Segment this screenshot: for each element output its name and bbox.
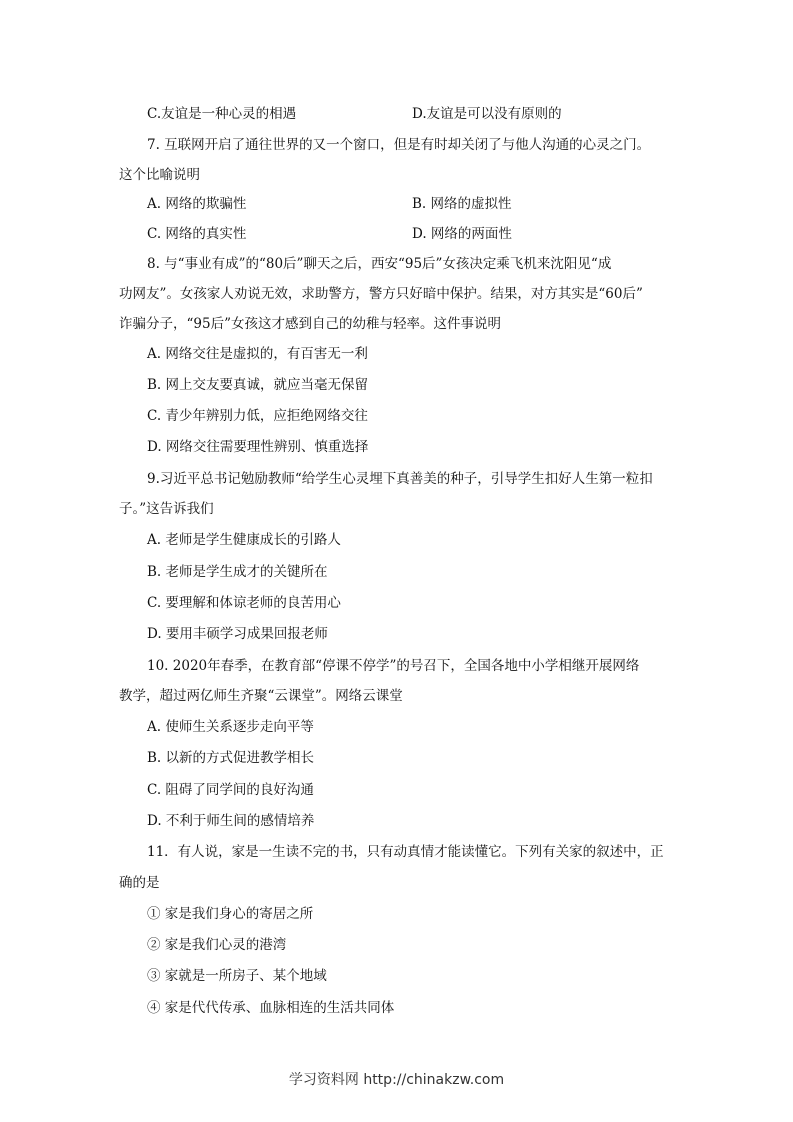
q11-item-1: ① 家是我们身心的寄居之所 bbox=[147, 906, 314, 922]
q7-stem-line2: 这个比喻说明 bbox=[119, 167, 200, 183]
q7-option-d: D. 网络的两面性 bbox=[412, 226, 512, 242]
q11-item-2: ② 家是我们心灵的港湾 bbox=[147, 937, 287, 953]
q10-option-c: C. 阻碍了同学间的良好沟通 bbox=[147, 782, 314, 798]
q9-stem-line2: 子。”这告诉我们 bbox=[119, 501, 214, 517]
q8-option-c: C. 青少年辨别力低，应拒绝网络交往 bbox=[147, 408, 368, 424]
q9-option-a: A. 老师是学生健康成长的引路人 bbox=[147, 532, 341, 548]
q7-option-c: C. 网络的真实性 bbox=[147, 226, 247, 242]
q9-option-b: B. 老师是学生成才的关键所在 bbox=[147, 564, 328, 580]
q11-stem-line2: 确的是 bbox=[119, 875, 160, 891]
q10-stem-line1: 10. 2020年春季，在教育部“停课不停学”的号召下，全国各地中小学相继开展网络 bbox=[147, 658, 640, 674]
q7-option-b: B. 网络的虚拟性 bbox=[412, 196, 512, 212]
q10-stem-line2: 教学，超过两亿师生齐聚“云课堂”。网络云课堂 bbox=[119, 688, 403, 704]
q8-stem-line3: 诈骗分子，“95后”女孩这才感到自己的幼稚与轻率。这件事说明 bbox=[119, 316, 501, 332]
q8-option-b: B. 网上交友要真诚，就应当毫无保留 bbox=[147, 377, 369, 393]
q11-stem-line1: 11．有人说，家是一生读不完的书，只有动真情才能读懂它。下列有关家的叙述中，正 bbox=[147, 844, 664, 860]
q8-stem-line2: 功网友”。女孩家人劝说无效，求助警方，警方只好暗中保护。结果，对方其实是“60后” bbox=[119, 286, 643, 302]
q6-option-c: C.友谊是一种心灵的相遇 bbox=[147, 106, 297, 122]
q10-option-b: B. 以新的方式促进教学相长 bbox=[147, 750, 315, 766]
q7-option-a: A. 网络的欺骗性 bbox=[147, 196, 247, 212]
q8-option-a: A. 网络交往是虚拟的，有百害无一利 bbox=[147, 346, 368, 362]
q11-item-4: ④ 家是代代传承、血脉相连的生活共同体 bbox=[147, 1000, 395, 1016]
q10-option-d: D. 不利于师生间的感情培养 bbox=[147, 813, 315, 829]
page-footer-watermark: 学习资料网 http://chinakzw.com bbox=[288, 1072, 505, 1088]
q6-option-d: D.友谊是可以没有原则的 bbox=[412, 106, 562, 122]
q7-stem-line1: 7. 互联网开启了通往世界的又一个窗口，但是有时却关闭了与他人沟通的心灵之门。 bbox=[147, 137, 651, 153]
q10-option-a: A. 使师生关系逐步走向平等 bbox=[147, 719, 314, 735]
q8-stem-line1: 8. 与“事业有成”的“80后”聊天之后，西安“95后”女孩决定乘飞机来沈阳见“成 bbox=[147, 256, 612, 272]
q11-item-3: ③ 家就是一所房子、某个地域 bbox=[147, 968, 327, 984]
q9-option-d: D. 要用丰硕学习成果回报老师 bbox=[147, 626, 328, 642]
q9-stem-line1: 9.习近平总书记勉励教师“给学生心灵埋下真善美的种子，引导学生扣好人生第一粒扣 bbox=[147, 471, 653, 487]
q8-option-d: D. 网络交往需要理性辨别、慎重选择 bbox=[147, 439, 369, 455]
q9-option-c: C. 要理解和体谅老师的良苦用心 bbox=[147, 595, 341, 611]
